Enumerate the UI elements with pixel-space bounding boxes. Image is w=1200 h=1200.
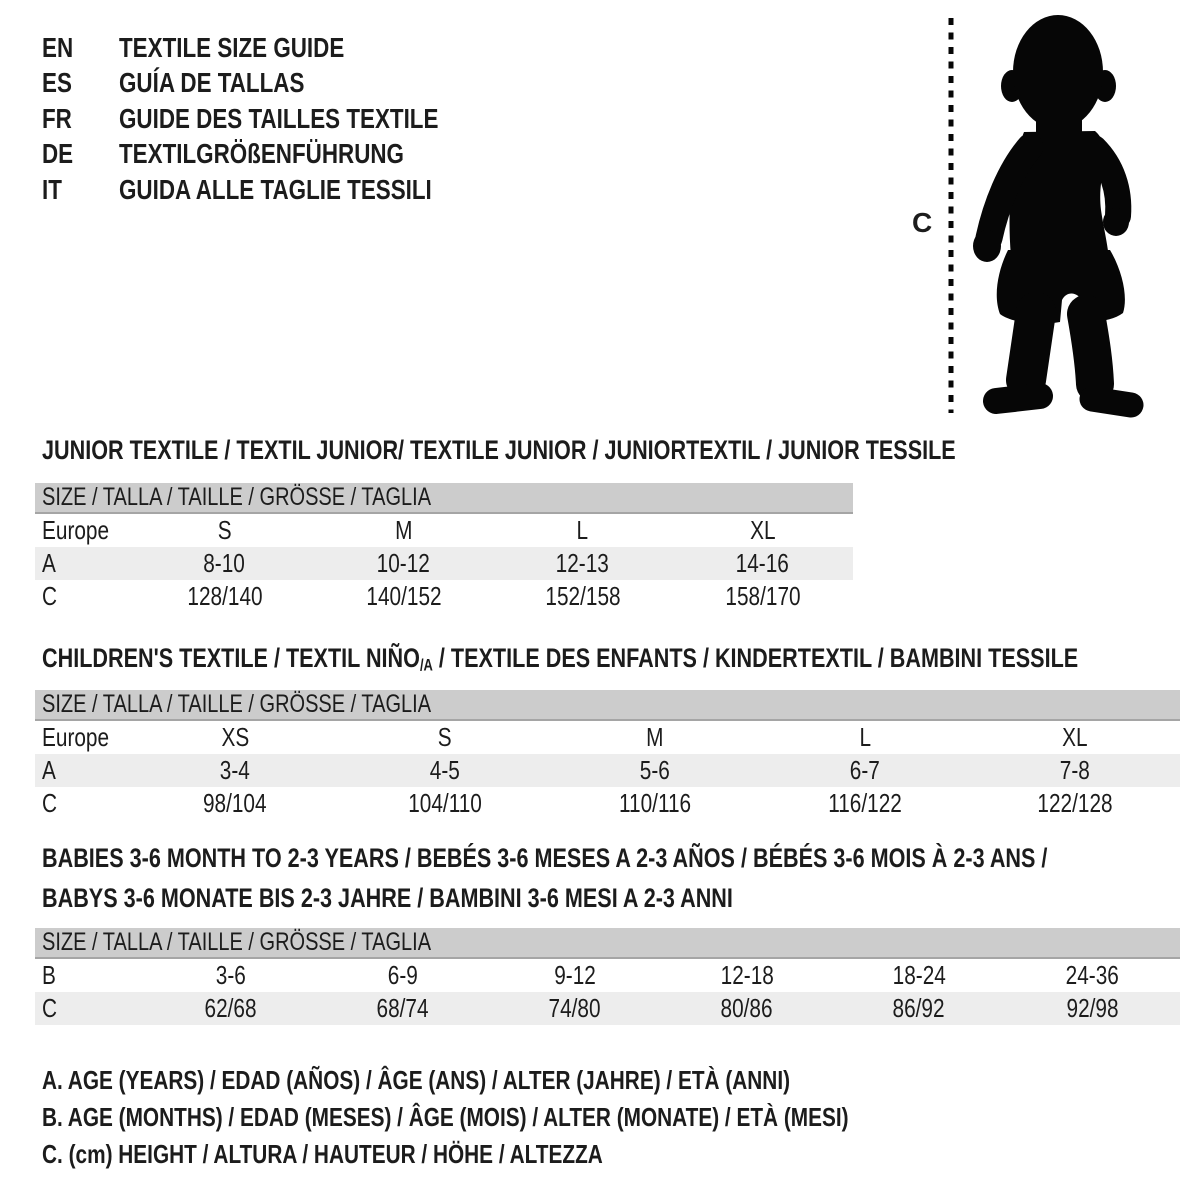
size-header-row bbox=[35, 928, 1180, 958]
age-cell: 18-24 bbox=[892, 960, 946, 990]
age-cell: 10-12 bbox=[376, 548, 431, 578]
babies-section-title bbox=[42, 841, 1200, 915]
height-cell: 116/122 bbox=[828, 788, 902, 818]
language-code: IT bbox=[42, 173, 62, 205]
height-cell: 98/104 bbox=[203, 788, 267, 818]
age-cell: 3-4 bbox=[219, 755, 251, 785]
size-header-row bbox=[35, 483, 853, 513]
children-title-text: CHILDREN'S TEXTILE / TEXTIL NIÑO/A / TEXTILE DES ENFANTS / KINDERTEXTIL / BAMBINI TESSILE bbox=[42, 643, 1079, 675]
height-cell: 74/80 bbox=[548, 993, 602, 1023]
babies-title-line2: BABYS 3-6 MONATE BIS 2-3 JAHRE / BAMBINI 3-6 MESI A 2-3 ANNI bbox=[42, 883, 733, 913]
table-row bbox=[35, 513, 853, 547]
toddler-silhouette bbox=[973, 15, 1131, 405]
size-cell: M bbox=[646, 722, 664, 752]
height-cell: 128/140 bbox=[186, 581, 263, 611]
size-header-row bbox=[35, 690, 1180, 720]
age-cell: 5-6 bbox=[639, 755, 671, 785]
row-label: A bbox=[42, 755, 56, 785]
size-cell: XL bbox=[749, 515, 776, 545]
junior-title-text: JUNIOR TEXTILE / TEXTIL JUNIOR/ TEXTILE JUNIOR / JUNIORTEXTIL / JUNIOR TESSILE bbox=[42, 435, 956, 465]
size-cell: XL bbox=[1062, 722, 1088, 752]
nino-a-subscript: /A bbox=[419, 656, 433, 675]
height-cell: 110/116 bbox=[618, 788, 692, 818]
age-cell: 3-6 bbox=[215, 960, 247, 990]
height-measure-figure bbox=[890, 0, 1200, 430]
language-title-list bbox=[42, 30, 518, 208]
language-row-es bbox=[42, 66, 518, 102]
age-cell: 14-16 bbox=[735, 548, 790, 578]
guide-title: GUIDE DES TAILLES TEXTILE bbox=[119, 102, 439, 134]
row-label: Europe bbox=[42, 722, 110, 752]
row-label: C bbox=[42, 993, 58, 1023]
size-header-label: SIZE / TALLA / TAILLE / GRÖSSE / TAGLIA bbox=[42, 928, 432, 956]
language-row-fr bbox=[42, 101, 518, 137]
size-header-label: SIZE / TALLA / TAILLE / GRÖSSE / TAGLIA bbox=[42, 690, 432, 718]
height-cell: 62/68 bbox=[204, 993, 258, 1023]
guide-title: TEXTILE SIZE GUIDE bbox=[119, 31, 345, 63]
toddler-silhouette-svg bbox=[890, 0, 1200, 430]
height-cell: 80/86 bbox=[720, 993, 774, 1023]
measure-legend bbox=[42, 1062, 1050, 1173]
age-cell: 12-18 bbox=[720, 960, 774, 990]
height-cell: 140/152 bbox=[365, 581, 442, 611]
legend-line-a: A. AGE (YEARS) / EDAD (AÑOS) / ÂGE (ANS) / ALTER (JAHRE) / ETÀ (ANNI) bbox=[42, 1065, 791, 1095]
size-cell: L bbox=[859, 722, 871, 752]
junior-section-title bbox=[42, 433, 1184, 467]
age-cell: 24-36 bbox=[1065, 960, 1120, 990]
legend-line-c: C. (cm) HEIGHT / ALTURA / HAUTEUR / HÖHE / ALTEZZA bbox=[42, 1139, 603, 1169]
height-cell: 86/92 bbox=[892, 993, 946, 1023]
table-row bbox=[35, 787, 1180, 820]
language-row-it bbox=[42, 172, 518, 208]
children-size-table bbox=[35, 690, 1180, 820]
children-section-title bbox=[42, 641, 1200, 683]
table-row bbox=[35, 547, 853, 580]
table-row bbox=[35, 720, 1180, 754]
height-cell: 68/74 bbox=[376, 993, 430, 1023]
size-header-label: SIZE / TALLA / TAILLE / GRÖSSE / TAGLIA bbox=[42, 483, 432, 511]
height-cell: 152/158 bbox=[544, 581, 621, 611]
age-cell: 6-9 bbox=[387, 960, 419, 990]
age-cell: 7-8 bbox=[1059, 755, 1091, 785]
guide-title: GUÍA DE TALLAS bbox=[119, 67, 305, 99]
size-cell: S bbox=[438, 722, 452, 752]
legend-line-b: B. AGE (MONTHS) / EDAD (MESES) / ÂGE (MOIS) / ALTER (MONATE) / ETÀ (MESI) bbox=[42, 1102, 849, 1132]
height-measure-label: C bbox=[912, 207, 933, 238]
babies-title-line1: BABIES 3-6 MONTH TO 2-3 YEARS / BEBÉS 3-6 MESES A 2-3 AÑOS / BÉBÉS 3-6 MOIS À 2-3 ANS / bbox=[42, 843, 1048, 873]
age-cell: 8-10 bbox=[203, 548, 246, 578]
language-code: ES bbox=[42, 67, 72, 99]
size-cell: L bbox=[576, 515, 589, 545]
language-row-de bbox=[42, 137, 518, 173]
row-label: Europe bbox=[42, 515, 110, 545]
table-row bbox=[35, 958, 1180, 992]
age-cell: 12-13 bbox=[555, 548, 610, 578]
size-cell: XS bbox=[221, 722, 249, 752]
height-cell: 158/170 bbox=[724, 581, 801, 611]
row-label: A bbox=[42, 548, 56, 578]
language-code: EN bbox=[42, 31, 74, 63]
language-row-en bbox=[42, 30, 518, 66]
height-cell: 92/98 bbox=[1066, 993, 1119, 1023]
row-label: B bbox=[42, 960, 56, 990]
height-cell: 104/110 bbox=[408, 788, 482, 818]
height-cell: 122/128 bbox=[1037, 788, 1113, 818]
language-code: FR bbox=[42, 102, 72, 134]
guide-title: TEXTILGRÖßENFÜHRUNG bbox=[119, 138, 404, 170]
table-row bbox=[35, 992, 1180, 1025]
size-cell: S bbox=[217, 515, 232, 545]
age-cell: 6-7 bbox=[849, 755, 881, 785]
table-row bbox=[35, 580, 853, 613]
guide-title: GUIDA ALLE TAGLIE TESSILI bbox=[119, 173, 432, 205]
language-code: DE bbox=[42, 138, 74, 170]
row-label: C bbox=[42, 788, 58, 818]
table-row bbox=[35, 754, 1180, 787]
row-label: C bbox=[42, 581, 58, 611]
junior-size-table bbox=[35, 483, 853, 613]
size-cell: M bbox=[394, 515, 413, 545]
age-cell: 4-5 bbox=[429, 755, 461, 785]
age-cell: 9-12 bbox=[554, 960, 596, 990]
babies-size-table bbox=[35, 928, 1180, 1025]
